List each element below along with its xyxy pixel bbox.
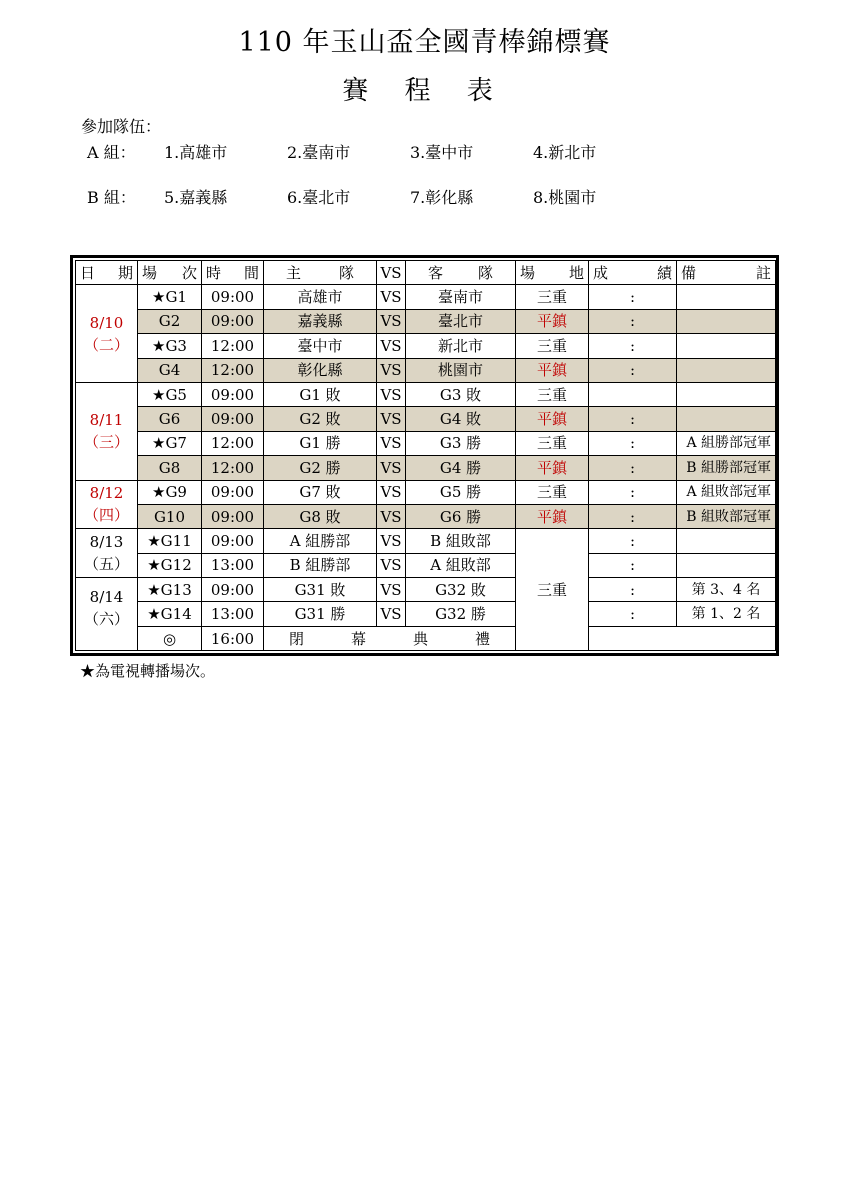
note (677, 553, 776, 577)
date-cell: 8/14 （六） (76, 578, 138, 651)
vs-label: VS (377, 407, 406, 431)
result: : (589, 553, 677, 577)
table-row (76, 456, 776, 480)
venue: 三重 (516, 285, 589, 309)
home-team: 彰化縣 (264, 358, 377, 382)
note: A 組勝部冠軍 (677, 431, 776, 455)
vs-label: VS (377, 382, 406, 406)
game-id: ★G9 (138, 480, 202, 504)
note (677, 529, 776, 553)
table-row (76, 358, 776, 382)
team: 3.臺中市 (410, 143, 474, 162)
table-row (76, 529, 776, 553)
table-row (76, 553, 776, 577)
away-team: G3 勝 (406, 431, 516, 455)
table-row (76, 431, 776, 455)
result: : (589, 602, 677, 626)
away-team: G6 勝 (406, 504, 516, 528)
venue: 平鎮 (516, 456, 589, 480)
team: 1.高雄市 (164, 143, 228, 162)
teams-label: 參加隊伍： (81, 117, 162, 136)
team: 7.彰化縣 (410, 188, 474, 207)
game-time: 09:00 (202, 285, 264, 309)
away-team: 臺南市 (406, 285, 516, 309)
game-time: 09:00 (202, 578, 264, 602)
away-team: G5 勝 (406, 480, 516, 504)
result: : (589, 480, 677, 504)
away-team: G3 敗 (406, 382, 516, 406)
vs-label: VS (377, 529, 406, 553)
result: : (589, 358, 677, 382)
team: 4.新北市 (533, 143, 597, 162)
result (589, 382, 677, 406)
result: : (589, 285, 677, 309)
game-time: 12:00 (202, 358, 264, 382)
note: 第 3、4 名 (677, 578, 776, 602)
game-id: ★G5 (138, 382, 202, 406)
venue: 平鎮 (516, 309, 589, 333)
home-team: G7 敗 (264, 480, 377, 504)
team: 8.桃園市 (533, 188, 597, 207)
home-team: G2 勝 (264, 456, 377, 480)
header-time: 時 間 (202, 261, 264, 285)
home-team: 高雄市 (264, 285, 377, 309)
result: : (589, 578, 677, 602)
venue: 三重 (516, 382, 589, 406)
table-row (76, 309, 776, 333)
group-name: B 組： (87, 188, 136, 207)
table-row (76, 480, 776, 504)
venue: 平鎮 (516, 407, 589, 431)
game-id: ★G12 (138, 553, 202, 577)
result: : (589, 529, 677, 553)
table-row (76, 504, 776, 528)
vs-label: VS (377, 456, 406, 480)
game-id: G8 (138, 456, 202, 480)
result: : (589, 431, 677, 455)
vs-label: VS (377, 334, 406, 358)
vs-label: VS (377, 553, 406, 577)
schedule-frame (70, 255, 779, 656)
note (677, 334, 776, 358)
result: : (589, 309, 677, 333)
away-team: A 組敗部 (406, 553, 516, 577)
group-b (87, 185, 787, 209)
away-team: G4 勝 (406, 456, 516, 480)
game-time: 09:00 (202, 382, 264, 406)
result: : (589, 407, 677, 431)
game-id: ★G1 (138, 285, 202, 309)
header-venue: 場 地 (516, 261, 589, 285)
ceremony-blank (589, 626, 776, 650)
vs-label: VS (377, 358, 406, 382)
game-id: ★G14 (138, 602, 202, 626)
vs-label: VS (377, 602, 406, 626)
game-time: 09:00 (202, 480, 264, 504)
closing-ceremony: 閉 幕 典 禮 (264, 626, 516, 650)
page-subtitle: 賽 程 表 (342, 76, 507, 106)
home-team: G31 敗 (264, 578, 377, 602)
away-team: G32 勝 (406, 602, 516, 626)
vs-label: VS (377, 431, 406, 455)
schedule-table (75, 260, 776, 651)
vs-label: VS (377, 504, 406, 528)
table-row (76, 285, 776, 309)
game-id: ★G3 (138, 334, 202, 358)
vs-label: VS (377, 309, 406, 333)
away-team: 桃園市 (406, 358, 516, 382)
group-a (87, 140, 787, 164)
table-row (76, 578, 776, 602)
group-name: A 組： (87, 143, 136, 162)
home-team: B 組勝部 (264, 553, 377, 577)
table-row (76, 602, 776, 626)
note (677, 382, 776, 406)
game-time: 16:00 (202, 626, 264, 650)
venue: 平鎮 (516, 358, 589, 382)
vs-label: VS (377, 285, 406, 309)
game-id: ◎ (138, 626, 202, 650)
table-row (76, 382, 776, 406)
game-time: 09:00 (202, 407, 264, 431)
header-home: 主 隊 (264, 261, 377, 285)
home-team: G2 敗 (264, 407, 377, 431)
away-team: 臺北市 (406, 309, 516, 333)
venue: 三重 (516, 334, 589, 358)
game-time: 13:00 (202, 553, 264, 577)
game-id: ★G7 (138, 431, 202, 455)
home-team: G1 敗 (264, 382, 377, 406)
page-title: 110 年玉山盃全國青棒錦標賽 (238, 27, 611, 58)
away-team: G32 敗 (406, 578, 516, 602)
result: : (589, 334, 677, 358)
vs-label: VS (377, 578, 406, 602)
game-id: ★G13 (138, 578, 202, 602)
away-team: 新北市 (406, 334, 516, 358)
home-team: 臺中市 (264, 334, 377, 358)
game-id: G4 (138, 358, 202, 382)
game-id: G6 (138, 407, 202, 431)
venue: 三重 (516, 529, 589, 651)
note (677, 358, 776, 382)
game-time: 12:00 (202, 456, 264, 480)
note (677, 309, 776, 333)
note: B 組敗部冠軍 (677, 504, 776, 528)
header-result: 成 績 (589, 261, 677, 285)
game-id: G2 (138, 309, 202, 333)
venue: 三重 (516, 431, 589, 455)
table-row (76, 626, 776, 650)
footnote: ★為電視轉播場次。 (80, 662, 216, 680)
date-cell: 8/10 （二） (76, 285, 138, 383)
game-time: 12:00 (202, 431, 264, 455)
date-cell: 8/12 （四） (76, 480, 138, 529)
home-team: 嘉義縣 (264, 309, 377, 333)
header-row (76, 261, 776, 285)
away-team: G4 敗 (406, 407, 516, 431)
header-game: 場 次 (138, 261, 202, 285)
note (677, 285, 776, 309)
game-time: 09:00 (202, 504, 264, 528)
table-row (76, 407, 776, 431)
team: 2.臺南市 (287, 143, 351, 162)
team: 6.臺北市 (287, 188, 351, 207)
home-team: G8 敗 (264, 504, 377, 528)
away-team: B 組敗部 (406, 529, 516, 553)
note: B 組勝部冠軍 (677, 456, 776, 480)
venue: 三重 (516, 480, 589, 504)
date-cell: 8/13 （五） (76, 529, 138, 578)
game-id: ★G11 (138, 529, 202, 553)
game-time: 09:00 (202, 529, 264, 553)
home-team: A 組勝部 (264, 529, 377, 553)
note (677, 407, 776, 431)
header-away: 客 隊 (406, 261, 516, 285)
date-cell: 8/11 （三） (76, 382, 138, 480)
game-time: 09:00 (202, 309, 264, 333)
game-time: 13:00 (202, 602, 264, 626)
team: 5.嘉義縣 (164, 188, 228, 207)
header-date: 日 期 (76, 261, 138, 285)
header-vs: VS (377, 261, 406, 285)
home-team: G1 勝 (264, 431, 377, 455)
venue: 平鎮 (516, 504, 589, 528)
note: 第 1、2 名 (677, 602, 776, 626)
note: A 組敗部冠軍 (677, 480, 776, 504)
result: : (589, 456, 677, 480)
game-time: 12:00 (202, 334, 264, 358)
vs-label: VS (377, 480, 406, 504)
header-note: 備 註 (677, 261, 776, 285)
table-row (76, 334, 776, 358)
home-team: G31 勝 (264, 602, 377, 626)
game-id: G10 (138, 504, 202, 528)
result: : (589, 504, 677, 528)
